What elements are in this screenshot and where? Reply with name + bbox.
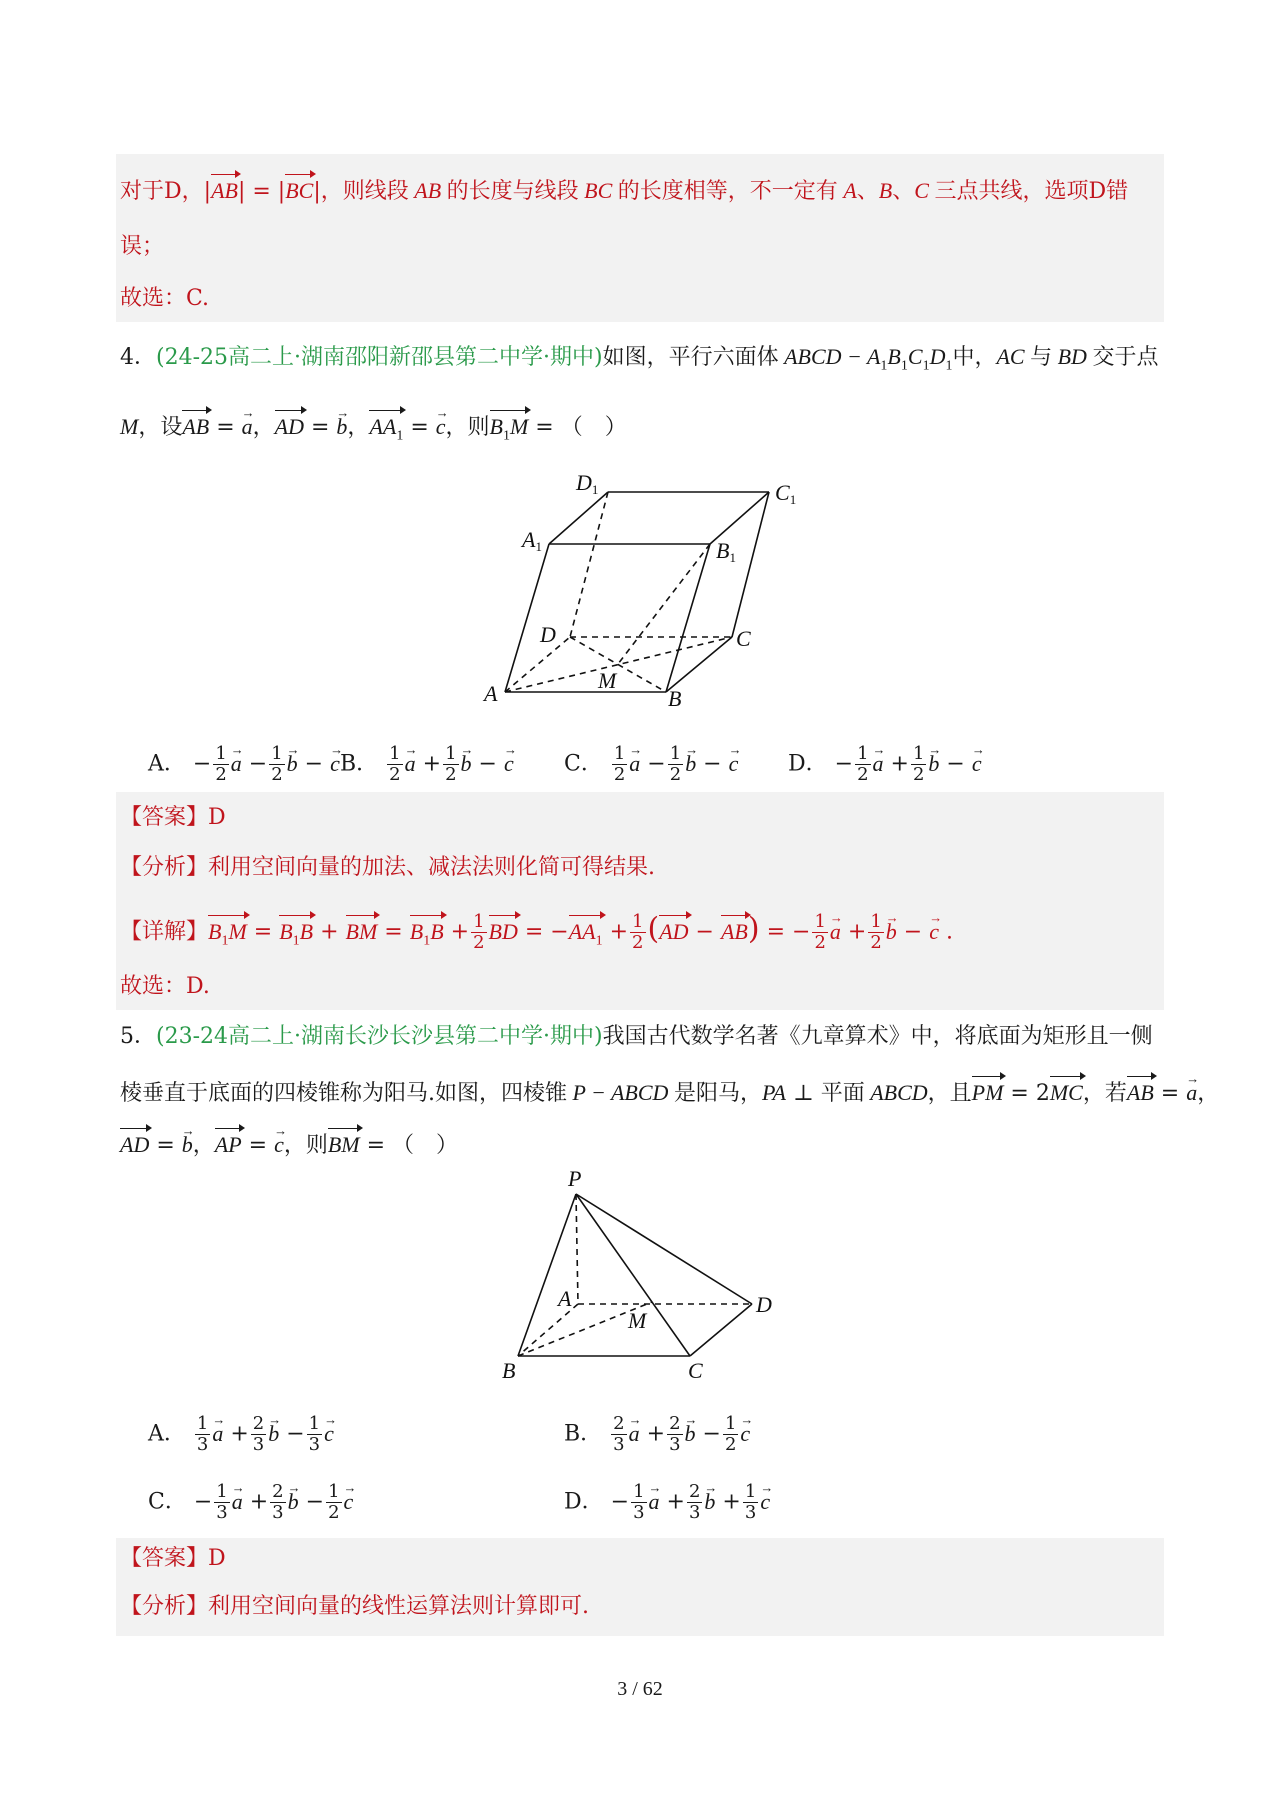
prev-solution-conclusion: 故选：C. (120, 286, 210, 311)
q4-answer: 【答案】D (120, 805, 226, 830)
label-C1: C1 (775, 480, 797, 507)
parallelepiped-figure (470, 466, 797, 711)
q4-option-b[interactable]: B． $\frac{1}{2}$ a → + $\frac{1}{2}$ b → − c → (340, 744, 514, 785)
label-A1: A1 (522, 527, 542, 554)
pyramid-figure (498, 1166, 778, 1392)
q4-option-a[interactable]: A． − $\frac{1}{2}$ a → − $\frac{1}{2}$ b → − c → (148, 744, 340, 785)
q4-detail: 【详解】$B_1M = B_1B$ + BM = $B_1B$ + $\frac{1}{2}$ BD = $-AA_1$ + $\frac{1}{2}$ (AD − AB) = − $\frac{1}{2}$ a → + $\frac{1}{2}$ b → − c → . (120, 912, 953, 956)
q4-option-c[interactable]: C． $\frac{1}{2}$ a → − $\frac{1}{2}$ b → − c → (564, 744, 738, 785)
label-B: B (668, 686, 682, 711)
q5-stem-line2: 棱垂直于底面的四棱锥称为阳马.如图，四棱锥 P − ABCD 是阳马，PA ⊥ 平面 ABCD，且PM = 2MC，若AB = a →， (120, 1074, 1219, 1109)
q4-stem-line1: 4．(24-25高二上·湖南邵阳新邵县第二中学·期中)如图，平行六面体 ABCD − $A_1B_1C_1D_1$中，AC 与 BD 交于点 (120, 344, 1159, 374)
q4-stem-line2: M，设AB = a →，AD = b →，$AA_1 = c$ →，则$B_1M$ = （ ） (120, 408, 627, 451)
q5-stem-line3: AD = b →，AP = c →，则BM = （ ） (120, 1126, 458, 1161)
label-D-pyramid: D (756, 1292, 772, 1317)
label-D1: D1 (576, 470, 599, 497)
q5-analysis: 【分析】利用空间向量的线性运算法则计算即可. (120, 1594, 590, 1619)
label-C-pyramid: C (688, 1358, 703, 1383)
q5-option-d[interactable]: D． − $\frac{1}{3}$ a → + $\frac{2}{3}$ b → + $\frac{1}{3}$ c → (564, 1482, 770, 1523)
q4-answer-block (116, 792, 1164, 1010)
prev-solution-line2: 误； (120, 234, 165, 259)
q4-analysis: 【分析】利用空间向量的加法、减法法则化简可得结果. (120, 855, 656, 880)
label-A-pyramid: A (558, 1286, 572, 1311)
q5-option-b[interactable]: B． $\frac{2}{3}$ a → + $\frac{2}{3}$ b → − $\frac{1}{2}$ c → (564, 1414, 750, 1455)
q5-stem-line1: 5．(23-24高二上·湖南长沙长沙县第二中学·期中)我国古代数学名著《九章算术》中，将底面为矩形且一侧 (120, 1024, 1153, 1049)
label-C: C (736, 626, 751, 651)
q5-answer: 【答案】D (120, 1546, 226, 1571)
q4-option-d[interactable]: D． − $\frac{1}{2}$ a → + $\frac{1}{2}$ b → − c → (788, 744, 982, 785)
label-M: M (598, 668, 617, 693)
label-M-pyramid: M (628, 1308, 647, 1333)
q5-option-c[interactable]: C． − $\frac{1}{3}$ a → + $\frac{2}{3}$ b → − $\frac{1}{2}$ c → (148, 1482, 353, 1523)
label-P: P (568, 1166, 582, 1191)
label-A: A (484, 681, 498, 706)
prev-solution-line1: 对于D，|AB| = |BC|，则线段 AB 的长度与线段 BC 的长度相等，不一定有 A、B、C 三点共线，选项D错 (120, 172, 1128, 207)
label-B-pyramid: B (502, 1358, 516, 1383)
q5-option-a[interactable]: A． $\frac{1}{3}$ a → + $\frac{2}{3}$ b → − $\frac{1}{3}$ c → (148, 1414, 334, 1455)
label-D: D (540, 622, 556, 647)
label-B1: B1 (716, 538, 736, 565)
page-number: 3 / 62 (617, 1678, 663, 1700)
q4-conclusion: 故选：D. (120, 974, 210, 999)
